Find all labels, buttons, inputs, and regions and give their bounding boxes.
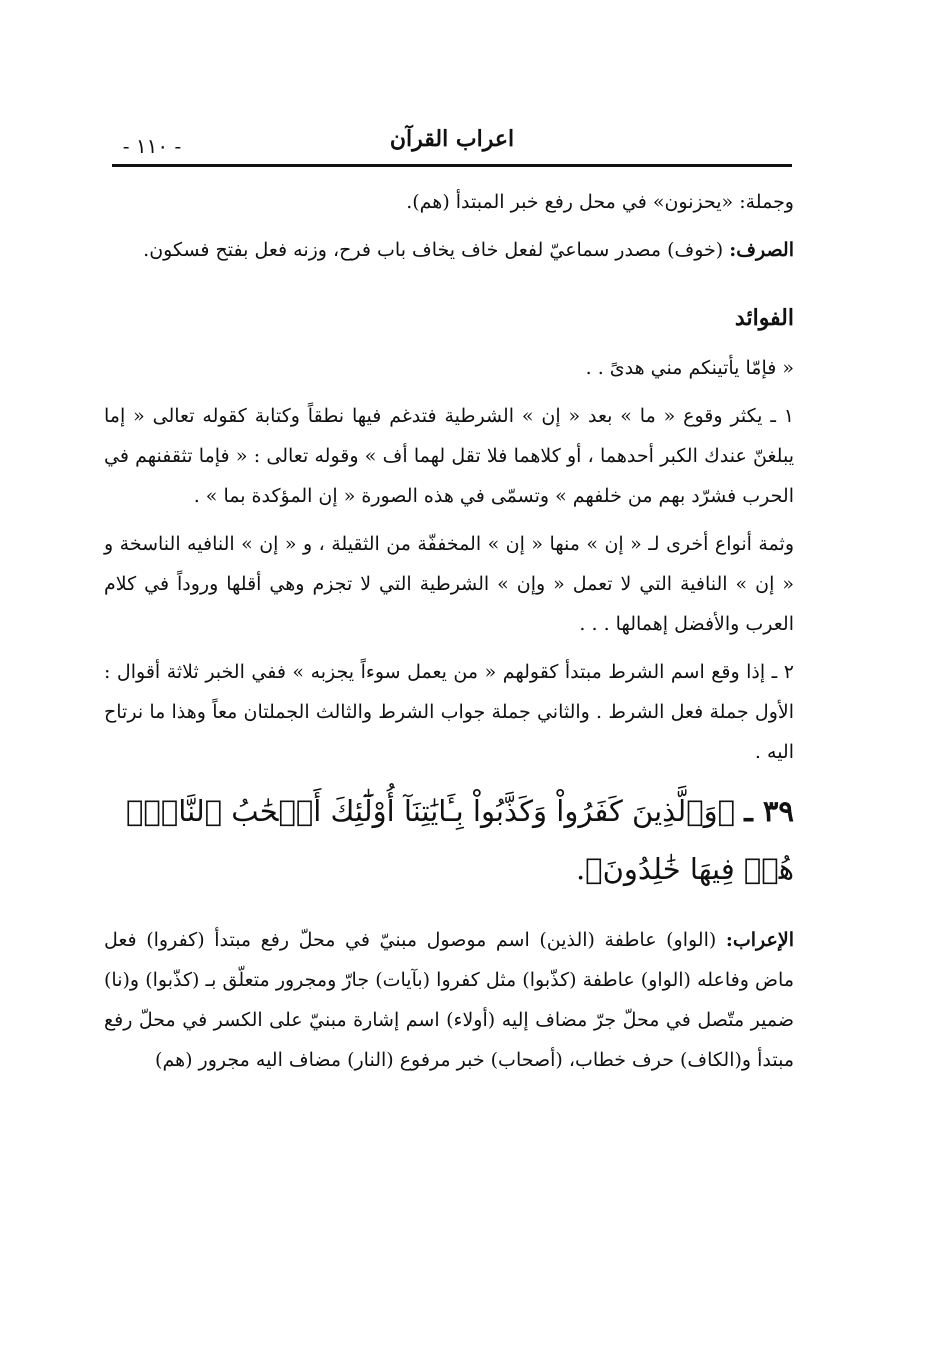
paragraph-sarf	[104, 230, 794, 270]
verse-text: ﴿وَٱلَّذِينَ كَفَرُواْ وَكَذَّبُواْ بِـَٔايَٰتِنَآ أُوْلَٰٓئِكَ أَصۡحَٰبُ ٱلنَّارِۖ هُمۡ فِيهَا خَٰلِدُونَ﴾.	[126, 794, 794, 886]
page-body	[104, 182, 794, 1088]
heading-fawaid: الفوائد	[734, 305, 794, 331]
sarf-text: (خوف) مصدر سماعيّ لفعل خاف يخاف باب فرح، وزنه فعل بفتح فسكون.	[143, 239, 730, 261]
running-title: اعراب القرآن	[389, 126, 515, 152]
paragraph-irab	[104, 920, 794, 1080]
paragraph-quote: « فإمّا يأتينكم مني هدىً . .	[585, 357, 794, 379]
section-label-sarf: الصرف:	[729, 239, 794, 261]
paragraph-note-2: ٢ ـ إذا وقع اسم الشرط مبتدأ كقولهم « من يعمل سوءاً يجزبه » ففي الخبر ثلاثة أقوال : الأول جملة فعل الشرط . والثاني جملة جواب الشرط والثالث الجملتان معاً وهذا ما نرتاح اليه .	[104, 661, 794, 763]
page-header	[112, 120, 792, 167]
paragraph-note-1: ١ ـ يكثر وقوع « ما » بعد « إن » الشرطية فتدغم فيها نطقاً وكتابة كقوله تعالى « إما يبلغنّ عندك الكبر أحدهما ، أو كلاهما فلا تقل لهما أف » وقوله تعالى : « فإما تثقفنهم في الحرب فشرّد بهم من خلفهم » وتسمّى في هذه الصورة « إن المؤكدة بما » .	[104, 405, 794, 507]
irab-text: (الواو) عاطفة (الذين) اسم موصول مبنيّ في محلّ رفع مبتدأ (كفروا) فعل ماض وفاعله (الواو) عاطفة (كذّبوا) مثل كفروا (بآيات) جارّ ومجرور متعلّق بـ (كذّبوا) و(نا) ضمير متّصل في محلّ جرّ مضاف إليه (أولاء) اسم إشارة مبنيّ على الكسر في محلّ رفع مبتدأ و(الكاف) حرف خطاب، (أصحاب) خبر مرفوع (النار) مضاف اليه مجرور (هم)	[104, 929, 794, 1071]
verse-number: ٣٩ ـ	[744, 794, 794, 828]
page-number: - ١١٠ -	[122, 134, 182, 158]
quran-verse	[104, 782, 794, 898]
section-label-irab: الإعراب:	[725, 929, 794, 951]
paragraph-jumla: وجملة: «يحزنون» في محل رفع خبر المبتدأ (هم).	[406, 191, 794, 213]
paragraph-in-types: وثمة أنواع أخرى لـ « إن » منها « إن » المخففّة من الثقيلة ، و « إن » النافيه الناسخة و « إن » النافية التي لا تعمل « وإن » الشرطية التي لا تجزم وهي أقلها وروداً في كلام العرب والأفضل إهمالها . . .	[104, 533, 794, 635]
